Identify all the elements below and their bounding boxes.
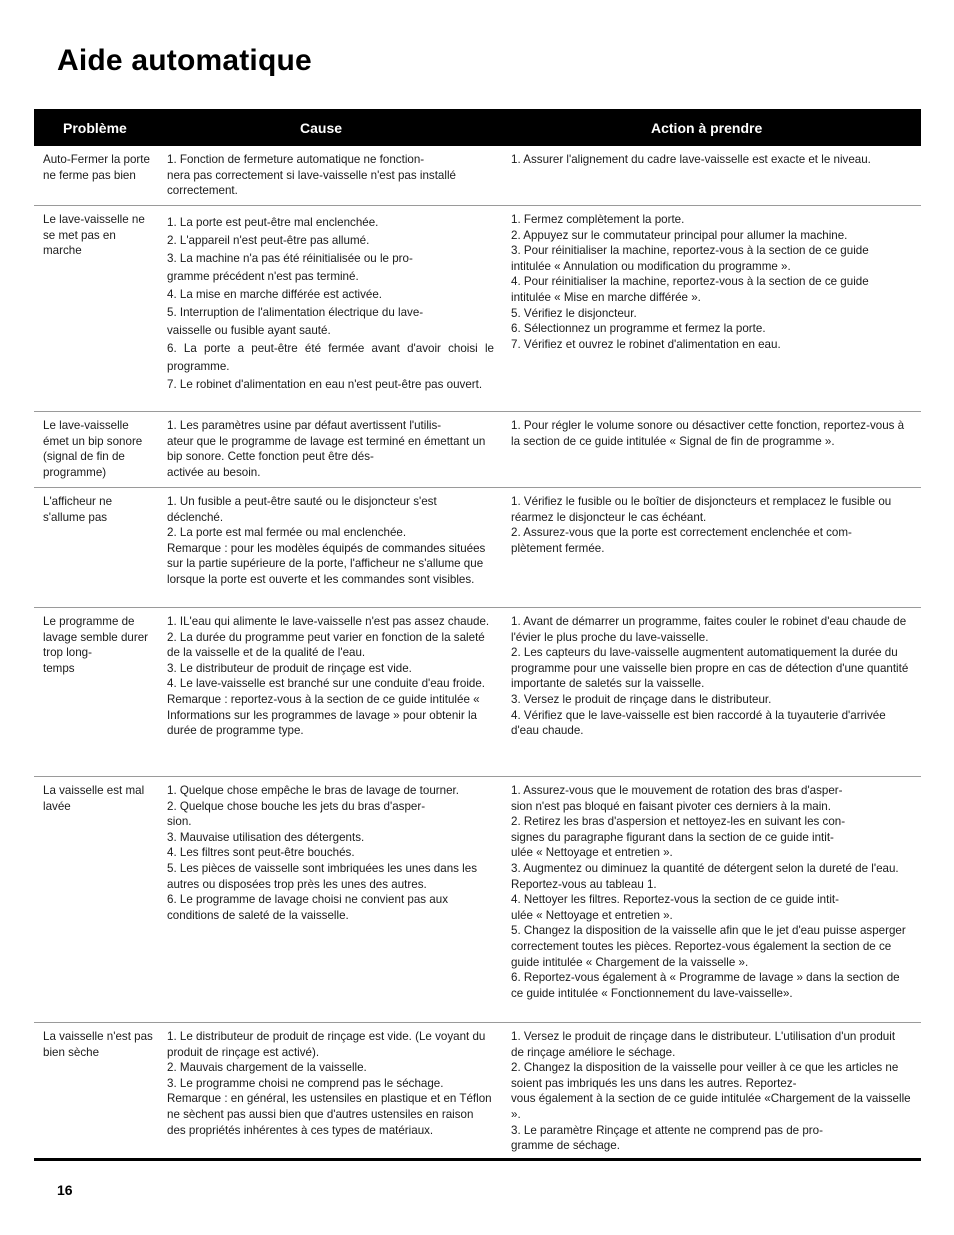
troubleshooting-table [34,109,921,1161]
page-title: Aide automatique [57,44,312,77]
cause-cell: 1. Quelque chose empêche le bras de lavage de tourner. 2. Quelque chose bouche les jets du bras d'asper- sion. 3. Mauvaise utilisation des détergents. 4. Les filtres sont peut-être bouchés. 5. Les pièces de vaisselle sont imbriquées les unes dans les autres ou disposées trop près les unes des autres. 6. Le programme de lavage choisi ne convient pas aux conditions de saleté de la vaisselle. [167,784,477,922]
problem-cell: L'afficheur ne s'allume pas [43,495,113,524]
cause-cell: 1. Fonction de fermeture automatique ne fonction- nera pas correctement si lave-vaisselle n'est pas installé correctement. [167,153,456,198]
cause-cell: 1. IL'eau qui alimente le lave-vaisselle n'est pas assez chaude. 2. La durée du programme peut varier en fonction de la saleté de la vaisselle et de la qualité de l'eau. 3. Le distributeur de produit de rinçage est vide. 4. Le lave-vaisselle est branché sur une conduite d'eau froide. Remarque : reportez-vous à la section de ce guide intitulée « Informations sur les programmes de lavage » pour obtenir la durée de programme type. [167,615,490,738]
action-cell: 1. Fermez complètement la porte. 2. Appuyez sur le commutateur principal pour allumer la machine. 3. Pour réinitialiser la machine, reportez-vous à la section de ce guide intitulée « Annulation ou modification du programme ». 4. Pour réinitialiser la machine, reportez-vous à la section de ce guide intitulée « Mise en marche différée ». 5. Vérifiez le disjoncteur. 6. Sélectionnez un programme et fermez la porte. 7. Vérifiez et ouvrez le robinet d'alimentation en eau. [511,213,869,351]
problem-cell: La vaisselle est mal lavée [43,784,145,813]
header-action: Action à prendre [651,119,763,136]
cause-cell: 1. Le distributeur de produit de rinçage est vide. (Le voyant du produit de rinçage est activé). 2. Mauvais chargement de la vaisselle. 3. Le programme choisi ne comprend pas le séchage. Remarque : en général, les ustensiles en plastique et en Téflon ne sèchent pas aussi bien que d'autres ustensiles en raison des propriétés inhérentes à ces types de matériaux. [167,1030,492,1137]
cause-cell: 1. Les paramètres usine par défaut avertissent l'utilis- ateur que le programme de lavage est terminé en émettant un bip sonore. Cette fonction peut être dés- activée au besoin. [167,419,486,479]
problem-cell: Le lave-vaisselle émet un bip sonore (signal de fin de programme) [43,419,143,479]
cause-cell: 1. La porte est peut-être mal enclenchée. 2. L'appareil n'est peut-être pas allumé. 3. La machine n'a pas été réinitialisée ou le pro- gramme précédent n'est pas terminé. 4. La mise en marche différée est activée. 5. Interruption de l'alimentation électrique du lave- vaisselle ou fusible ayant sauté. 6. La porte a peut-être été fermée avant d'avoir choisi le programme. 7. Le robinet d'alimentation en eau n'est peut-être pas ouvert. [167,216,494,391]
table-header [34,109,921,146]
table-row [34,488,921,608]
problem-cell: La vaisselle n'est pas bien sèche [43,1030,153,1059]
page-number: 16 [57,1182,73,1198]
action-cell: 1. Pour régler le volume sonore ou désactiver cette fonction, reportez-vous à la section de ce guide intitulée « Signal de fin de programme ». [511,419,905,448]
action-cell: 1. Assurer l'alignement du cadre lave-vaisselle est exacte et le niveau. [511,153,871,166]
table-row [34,777,921,1023]
action-cell: 1. Assurez-vous que le mouvement de rotation des bras d'asper- sion n'est pas bloqué en faisant pivoter ces derniers à la main. 2. Retirez les bras d'aspersion et nettoyez-les en suivant les con- signes du paragraphe figurant dans la section de ce guide intit- ulée « Nettoyage et entretien ». 3. Augmentez ou diminuez la quantité de détergent selon la dureté de l'eau. Reportez-vous au tableau 1. 4. Nettoyer les filtres. Reportez-vous la section de ce guide intit- ulée « Nettoyage et entretien ». 5. Changez la disposition de la vaisselle afin que le jet d'eau puisse asperger correctement toutes les pièces. Reportez-vous également la section de ce guide intitulée « Chargement de la vaisselle ». 6. Reportez-vous également à « Programme de lavage » dans la section de ce guide intitulée « Fonctionnement du lave-vaisselle». [511,784,906,1000]
table-row [34,206,921,412]
table-row [34,146,921,206]
cause-cell: 1. Un fusible a peut-être sauté ou le disjoncteur s'est déclenché. 2. La porte est mal fermée ou mal enclenchée. Remarque : pour les modèles équipés de commandes situées sur la partie supérieure de la porte, l'afficheur ne s'allume que lorsque la porte est ouverte et les commandes sont visibles. [167,495,486,586]
problem-cell: Le lave-vaisselle ne se met pas en marche [43,213,145,258]
header-problem: Problème [63,119,127,136]
action-cell: 1. Vérifiez le fusible ou le boîtier de disjoncteurs et remplacez le fusible ou réarmez le disjoncteur le cas échéant. 2. Assurez-vous que la porte est correctement enclenchée et com- plètement fermée. [511,495,892,555]
problem-cell: Auto-Fermer la porte ne ferme pas bien [43,153,150,182]
action-cell: 1. Avant de démarrer un programme, faites couler le robinet d'eau chaude de l'évier le plus proche du lave-vaisselle. 2. Les capteurs du lave-vaisselle augmentent automatiquement la durée du programme pour une vaisselle bien propre en cas de détection d'une quantité importante de saletés sur la vaisselle. 3. Versez le produit de rinçage dans le distributeur. 4. Vérifiez que le lave-vaisselle est bien raccordé à la tuyauterie d'arrivée d'eau chaude. [511,615,909,738]
action-cell: 1. Versez le produit de rinçage dans le distributeur. L'utilisation d'un produit de rinçage améliore le séchage. 2. Changez la disposition de la vaisselle pour veiller à ce que les articles ne soient pas imbriqués les uns dans les autres. Reportez- vous également à la section de ce guide intitulée «Chargement de la vaisselle ». 3. Le paramètre Rinçage et attente ne comprend pas de pro- gramme de séchage. [511,1030,911,1153]
header-cause: Cause [300,119,343,136]
table-row [34,608,921,777]
table-row [34,1023,921,1161]
table-row [34,412,921,488]
problem-cell: Le programme de lavage semble durer trop long- temps [43,615,149,675]
